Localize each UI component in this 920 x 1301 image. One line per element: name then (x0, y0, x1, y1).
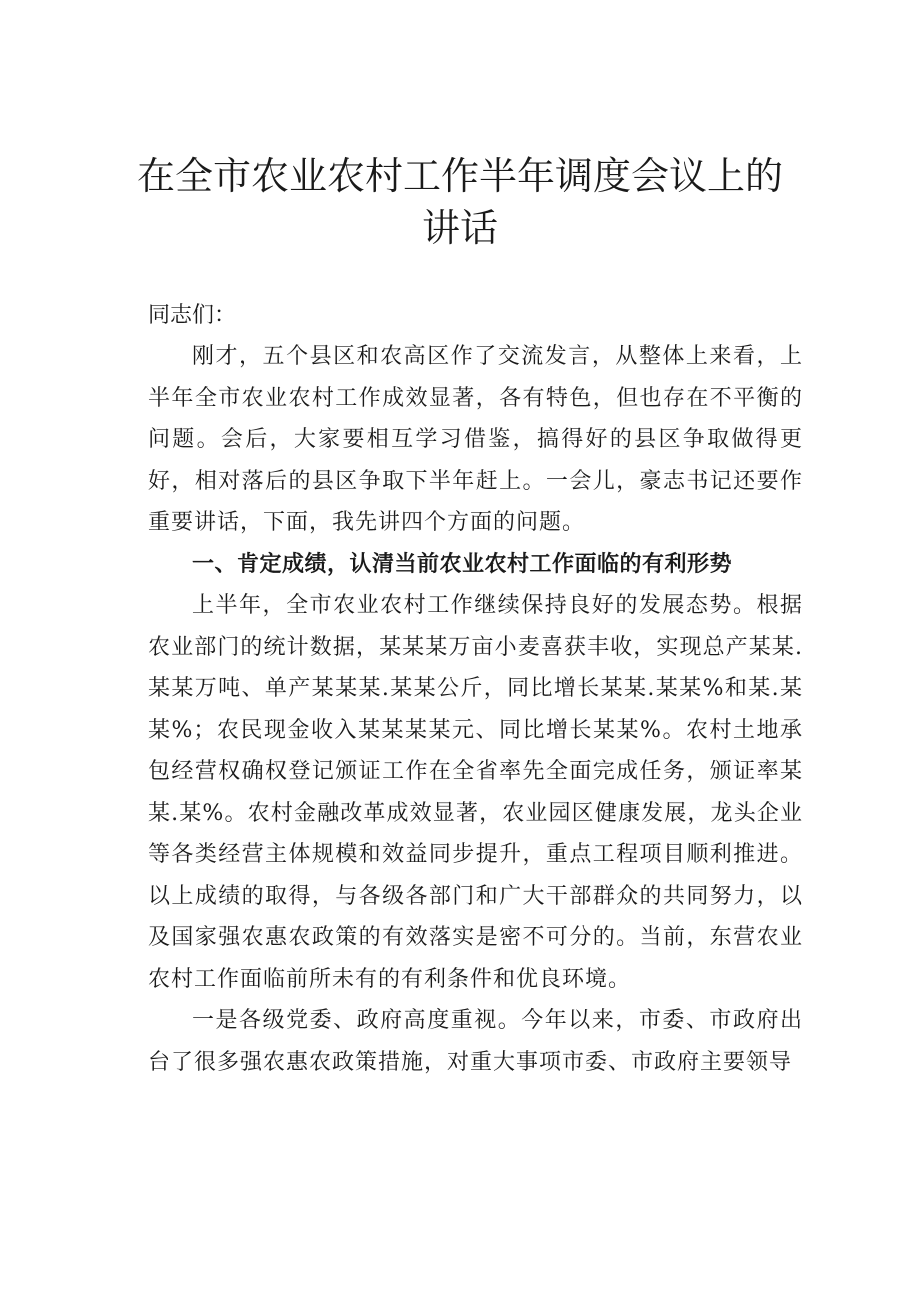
title-line-1: 在全市农业农村工作半年调度会议上的 (136, 154, 783, 198)
section-paragraph-1: 上半年，全市农业农村工作继续保持良好的发展态势。根据农业部门的统计数据，某某某万亩小麦喜获丰收，实现总产某某.某某万吨、单产某某某.某某公斤，同比增长某某.某某%和某.某某%；农民现金收入某某某某元、同比增长某某%。农村土地承包经营权确权登记颁证工作在全省率先全面完成任务，颁证率某某.某%。农村金融改革成效显著，农业园区健康发展，龙头企业等各类经营主体规模和效益同步提升，重点工程项目顺利推进。以上成绩的取得，与各级各部门和广大干部群众的共同努力，以及国家强农惠农政策的有效落实是密不可分的。当前，东营农业农村工作面临前所未有的有利条件和优良环境。 (148, 593, 803, 992)
section-paragraph-2: 一是各级党委、政府高度重视。今年以来，市委、市政府出台了很多强农惠农政策措施，对重大事项市委、市政府主要领导 (148, 1008, 803, 1075)
document-title (100, 150, 820, 254)
document-body (148, 295, 803, 1083)
section-heading: 一、肯定成绩，认清当前农业农村工作面临的有利形势 (192, 551, 733, 577)
opening-paragraph: 刚才，五个县区和农高区作了交流发言，从整体上来看，上半年全市农业农村工作成效显著，各有特色，但也存在不平衡的问题。会后，大家要相互学习借鉴，搞得好的县区争取做得更好，相对落后的县区争取下半年赶上。一会儿，豪志书记还要作重要讲话，下面，我先讲四个方面的问题。 (148, 344, 803, 535)
salutation: 同志们： (148, 303, 237, 328)
title-line-2: 讲话 (421, 206, 498, 250)
